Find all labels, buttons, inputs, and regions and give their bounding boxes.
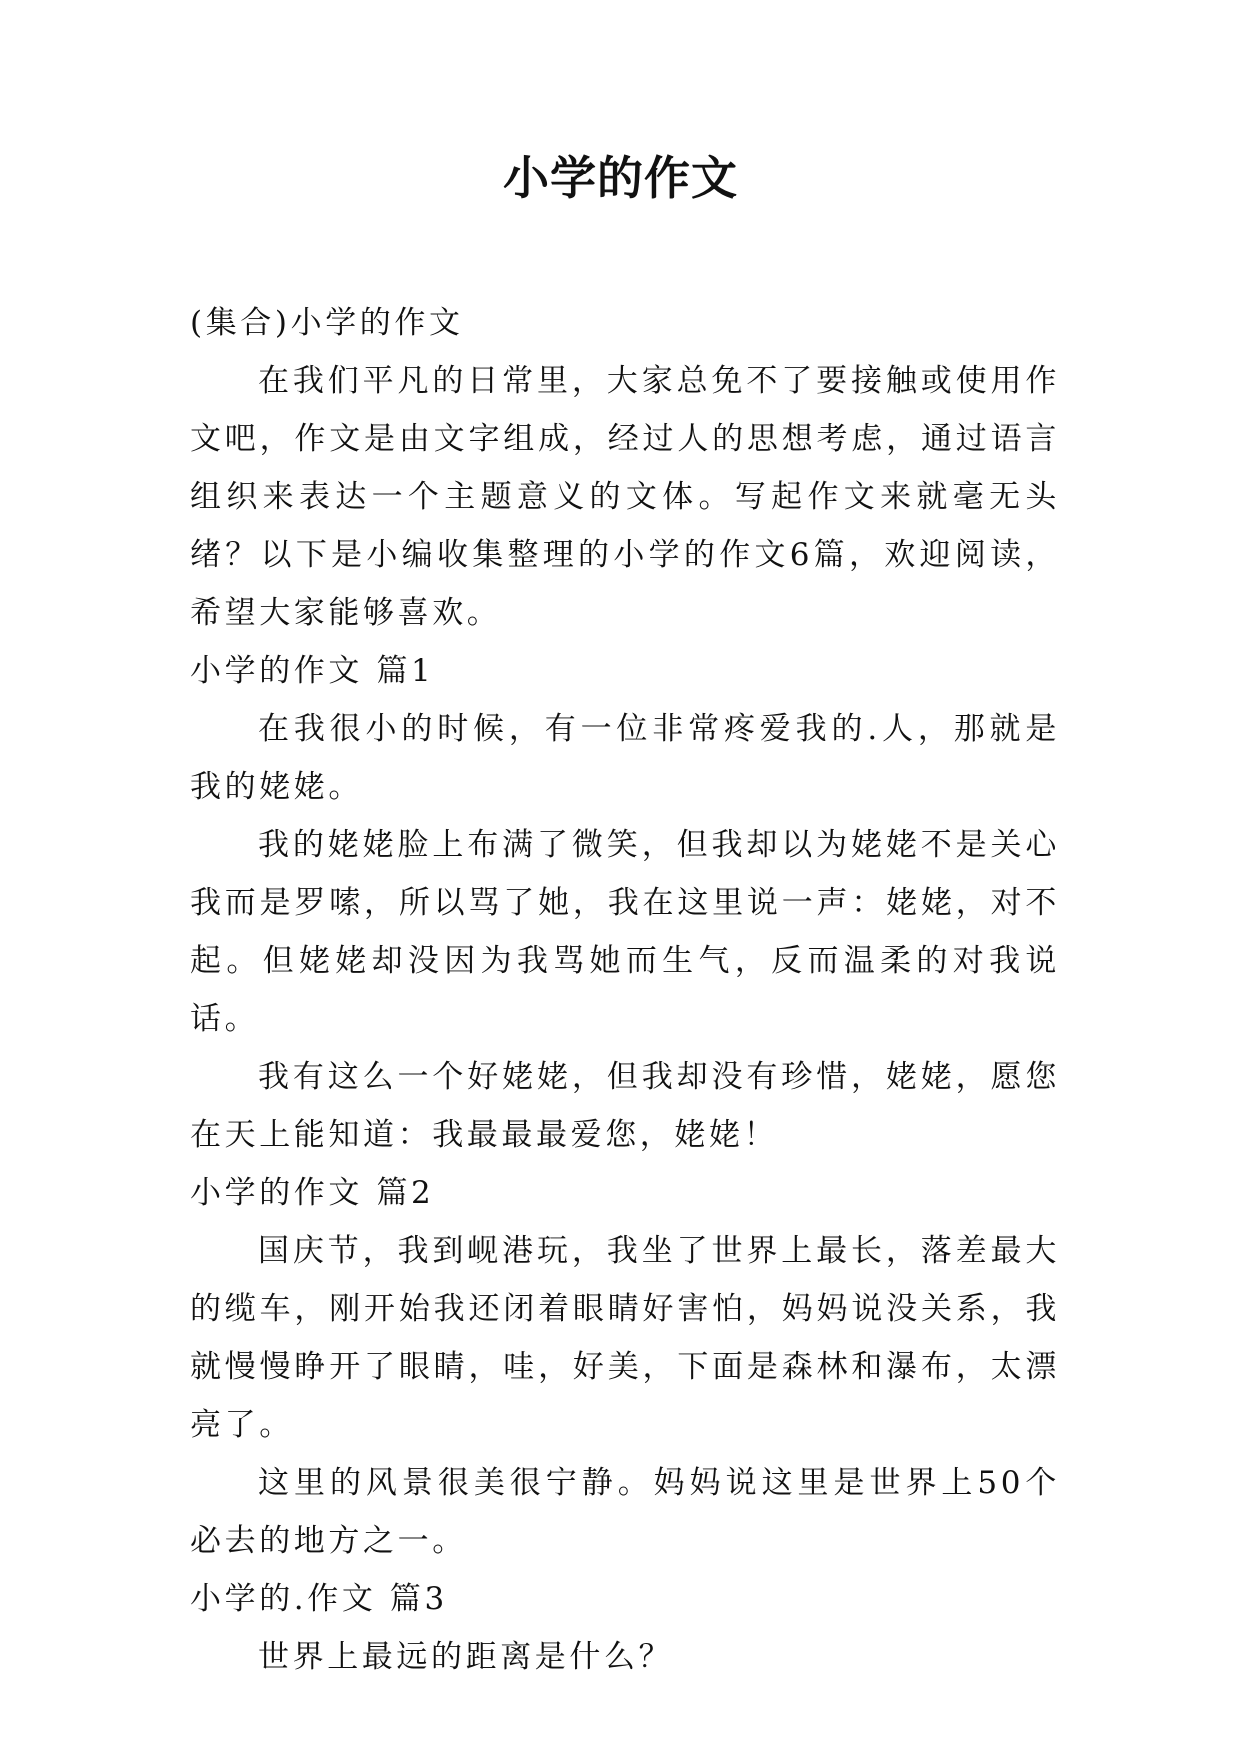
essay-2-heading: 小学的作文 篇2 [190,1175,435,1211]
document-body [190,294,1060,1686]
essay-1-paragraph: 我有这么一个好姥姥，但我却没有珍惜，姥姥，愿您在天上能知道：我最最最爱您，姥姥！ [190,1059,1060,1153]
essay-1-paragraph: 在我很小的时候，有一位非常疼爱我的.人，那就是我的姥姥。 [190,711,1060,805]
intro-paragraph: 在我们平凡的日常里，大家总免不了要接触或使用作文吧，作文是由文字组成，经过人的思想考虑，通过语言组织来表达一个主题意义的文体。写起作文来就毫无头绪？以下是小编收集整理的小学的作文6篇，欢迎阅读，希望大家能够喜欢。 [190,363,1060,631]
essay-3-paragraph: 世界上最远的距离是什么？ [258,1639,674,1675]
essay-1-heading: 小学的作文 篇1 [190,653,435,689]
essay-3-heading: 小学的.作文 篇3 [190,1581,448,1617]
essay-2-paragraph: 这里的风景很美很宁静。妈妈说这里是世界上50个必去的地方之一。 [190,1465,1060,1559]
essay-2-paragraph: 国庆节，我到岘港玩，我坐了世界上最长，落差最大的缆车，刚开始我还闭着眼睛好害怕，妈妈说没关系，我就慢慢睁开了眼睛，哇，好美，下面是森林和瀑布，太漂亮了。 [190,1233,1060,1443]
collection-heading: (集合)小学的作文 [190,305,464,341]
essay-1-paragraph: 我的姥姥脸上布满了微笑，但我却以为姥姥不是关心我而是罗嗦，所以骂了她，我在这里说一声：姥姥，对不起。但姥姥却没因为我骂她而生气，反而温柔的对我说话。 [190,827,1060,1037]
document-title: 小学的作文 [503,151,738,205]
